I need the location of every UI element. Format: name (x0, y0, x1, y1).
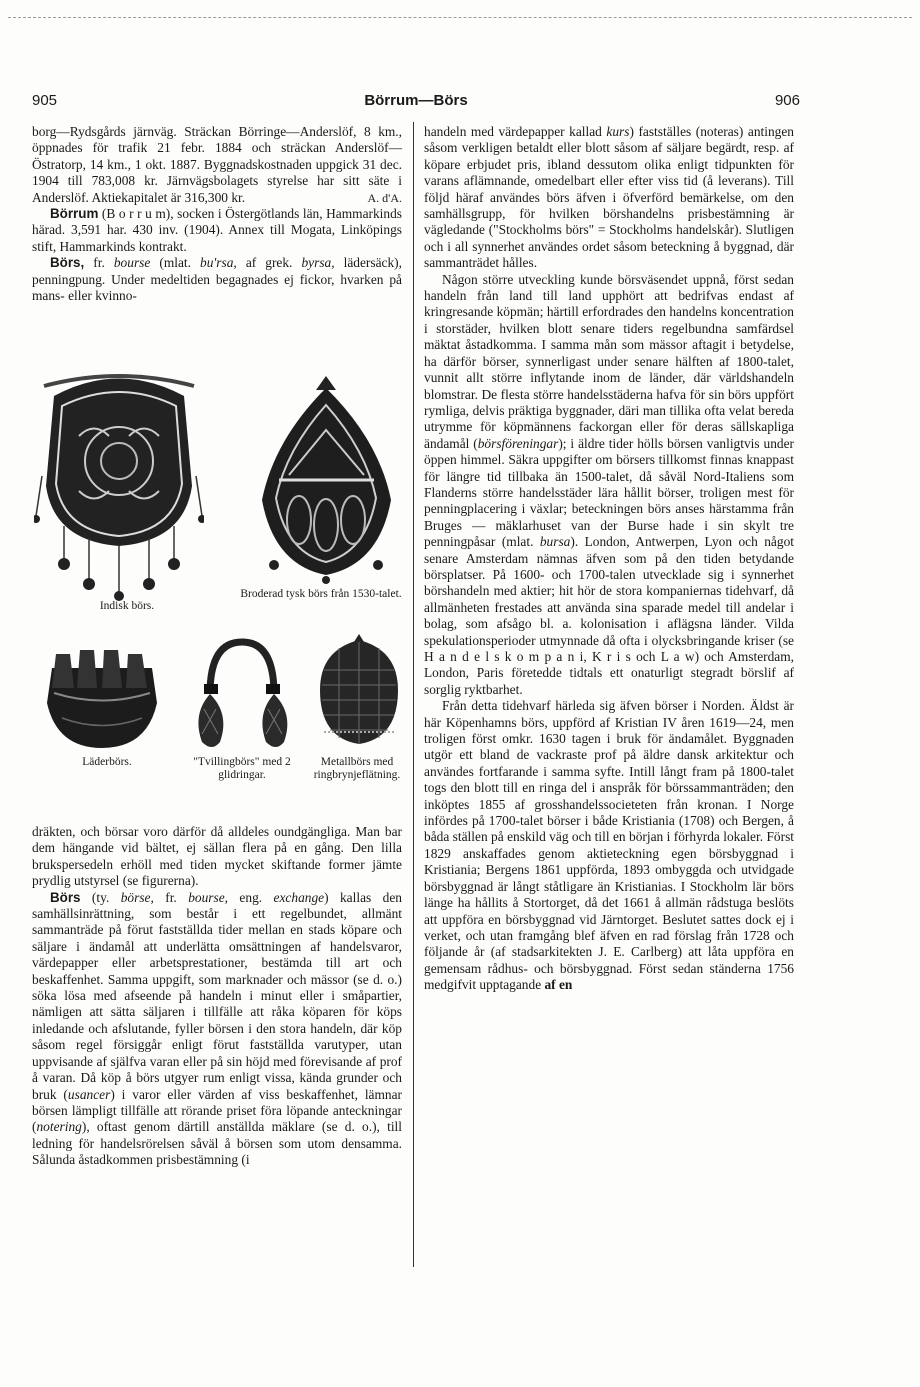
text-fragment: eng. (228, 889, 274, 905)
term-bourse-2: bourse, (188, 889, 229, 905)
running-title: Börrum—Börs (364, 92, 468, 109)
text-fragment: Någon större utveckling kunde börsväsendet uppnå, först sedan handeln från land till land upphört att bedrifvas endast af kringresande köpmän; härtill erfordrades den handelns koncentration i storstäder, hvilken blott senare tiders regelbundna samfärdsel mäktat åstadkomma. I samma mån som mässor aftagit i betydelse, ha därför börser, synnerligast under senare hälften af 1800-talet, vunnit allt större inflytande inom de länder, där världshandeln blomstrar. De flesta större handelsstäderna hafva för sin börs uppfört rymliga, delvis präktiga byggnader, däri man tillika ofta velat bereda utrymme för köpmännens fackorgan eller för deras sällskapliga ändamål ( (424, 271, 794, 451)
figure-german-purse (254, 370, 399, 585)
figure-metal-purse (314, 630, 404, 750)
term-borse: börse, (120, 889, 154, 905)
term-bursa: bu'rsa, (200, 255, 237, 271)
railway-text: borg—Rydsgårds järnväg. Sträckan Börringe—Anderslöf, 8 km., öppnades för trafik 21 febr. 1884 och sträckan Anderslöf—Östratorp, 14 km., 1 okt. 1887. Byggnadskostnaden uppgick 31 dec. 1904 till 783,008 kr. Järnvägsbolagets styrelse har sitt säte i Anderslöf. Aktiekapitalet är 316,300 kr. (32, 124, 402, 205)
paragraph-price-noting (424, 124, 794, 272)
text-fragment: ), oftast genom därtill anställda mäklare (se d. o.), till ledning för handelsrörelsen såväl å börsen som utom densamma. Sålunda åstadkommen prisbestämning (i (32, 1119, 402, 1168)
paragraph-history (424, 272, 794, 699)
figure-leather-purse (42, 648, 162, 753)
text-fragment: ); i äldre tider hölls börsen vanligtvis under öppen himmel. Säkra uppgifter om börsers tillkomst finnas knappast för längre tid tillbaka än 1500-talet, då såväl Nord-Italiens som Flanderns större handelsstäder lära hållit börser, troligen mest för penningplacering i växlar; beteckningen börs anses härstamma från Bruges — mäklarhuset van der Burse hade i sin skylt tre penningpåsar (mlat. (424, 435, 794, 550)
twin-purse-illustration (182, 634, 302, 754)
term-byrsa: byrsa, (301, 255, 335, 271)
term-bourse: bourse (113, 255, 151, 271)
bold-fragment: af en (544, 977, 573, 993)
german-purse-illustration (254, 370, 399, 585)
purse-figures (32, 362, 404, 817)
entry-borrum (32, 206, 402, 255)
entry-bors-exchange (32, 890, 402, 1169)
figure-indian-purse (34, 366, 204, 601)
text-fragment: ) kallas den samhällsinrättning, som består i ett regelbundet, allmänt sammanträde på förut fastställda tider mellan en stads köpare och säljare i ändamål att underlätta omsättningen af handelsvaror, värdepapper eller arbetsprestationer, bestämda till art och beskaffenhet. Samma uppgift, som marknader och mässor (se d. o.) söka lösa med afseende på handeln i minut eller i småpartier, nämligen att sätta säljaren i tillfälle att råka köparen för köps inledande och afslutande, fyller börsen i den stora handeln, där köp såsom regel försiggår enligt förut fastställda varutyper, utan uppvisande af själfva varan eller på sin höjd med förevisande af prof å varan. Då köp å börs utgyer rum enligt vissa, kända grunder och bruk ( (32, 889, 402, 1102)
text-fragment: lädersäck), penningpung. Under medeltiden begagnades ej fickor, hvarken på mans- eller kvinno- (32, 255, 402, 304)
text-fragment: (ty. (80, 889, 121, 905)
right-column (424, 124, 794, 994)
caption-leather: Läderbörs. (82, 756, 132, 768)
text-fragment: ) i varor eller värden af viss beskaffenhet, lämnar börsen lämpligt tillfälle att rörande priset föra löpande anteckningar ( (32, 1086, 402, 1135)
term-kurs: kurs (606, 124, 630, 139)
caption-indian: Indisk börs. (99, 600, 155, 612)
headword-bors-1: Börs, (50, 255, 85, 271)
text-fragment: Från detta tidehvarf härleda sig äfven börser i Norden. Äldst är här Köpenhamns börs, uppförd af Kristian IV åren 1619—24, men troligen först omkr. 1630 tagen i bruk för ändamålet. Byggnaden utgör ett bland de vackraste prof på äldre dansk arkitektur och användes fortfarande i samma syfte. Intill långt fram på 1800-talet togs den blott till en ringa del i anspråk för börssammanträden; den inköptes 1855 af grosshandelssocieteten från kronan. I Norge infördes på 1700-talet börser i både Kristiania (1708) och Bergen, å båda ställen på enskild väg och till en början i förhyrda lokaler. Först 1829 anskaffades genom aktieteckning egen börsbyggnad i Kristiania; Bergens 1861 uppförda, 1893 ombyggda och utvidgade börsbyggnad är långt ståtligare än Kristianias. I Stockholm lär börs länge ha hållits å Stortorget, då det 1661 å allmän rådstuga beslöts att uppföra en börsbyggnad vid Järntorget. Beslutet sattes dock ej i verket, och utan framgång blef äfven en rad förslag från 1728 och följande år (af stadsarkitekten J. E. Carlberg) att låta uppföra en gemensam rådhus- och börsbyggnad. Först sedan ständerna 1756 medgifvit upptagande (424, 698, 794, 993)
column-divider (413, 122, 414, 1267)
left-column-top (32, 124, 402, 304)
paragraph-purse-dress: dräkten, och börsar voro därför då alldeles oundgängliga. Man bar dem hängande vid bältet, ej sällan flera på en gång. Den lilla brukspersedeln erhöll med tiden mycket skiftande former jämte prydlig utstyrsel (se figurerna). (32, 824, 402, 889)
indian-purse-illustration (34, 366, 204, 601)
scan-edge-line (8, 17, 912, 18)
page-number-right: 906 (774, 92, 800, 109)
headword-borrum: Börrum (50, 206, 99, 222)
entry-bors-purse (32, 255, 402, 304)
text-fragment: ) fastställes (noteras) antingen såsom verkligen betaldt eller blott såsom af säljare begärdt, resp. af köpare erbjudet pris, ibland dessutom olika enligt tidpunkten för varans aflämnande, omedelbart eller efter viss tid (å leverans). Till följd häraf användes börs äfven i öfverförd bemärkelse, om den samhällsgrupp, för hvilken börshandelns prisbestämning är vägledande ("Stockholms börs" = Stockholms handelskår). Slutligen och i all synnerhet användes ordet såsom beteckning å byggnad, där sammanträdet hålles. (424, 124, 794, 271)
page-number-left: 905 (32, 92, 58, 109)
paragraph-railway (32, 124, 402, 206)
caption-german: Broderad tysk börs från 1530-talet. (240, 588, 402, 600)
term-bursa-2: bursa (539, 534, 571, 550)
text-fragment: ). London, Antwerpen, Lyon och något senare Amsterdam nämnas äfven som på den tiden betydande börsplatser. På 1600- och 1700-talen utvecklade sig i synnerhet börshandeln med aktier; hit hör de stora kompaniernas tidehvarf, då allmänheten frestades att använda sina sparade medel till andelar i bolag, som afsågo bl. a. kolonisation i aflägsna länder. Vilda spekulationsperioder utmynnade då ofta i olycksbringande kriser (se H a n d e l s k o m p a n i, K r i s och L a w) och Amsterdam, London, Paris företedde tidtals ett onaturligt stegradt börslif af sorglig ryktbarhet. (424, 534, 794, 697)
caption-metal: Metallbörs med ringbrynjeflätning. (313, 756, 401, 781)
text-fragment: af grek. (236, 255, 302, 271)
text-fragment: fr. (153, 889, 189, 905)
text-fragment: fr. (84, 255, 114, 271)
term-exchange: exchange (273, 889, 325, 905)
left-column-bottom (32, 824, 402, 1169)
borrum-text: (B o r r u m), socken i Östergötlands län, Hammarkinds härad. 3,591 har. 430 inv. (1904). Annex till Mogata, Linköpings stift, Hammarkinds kontrakt. (32, 206, 402, 254)
author-signature: A. d'A. (367, 190, 402, 205)
term-notering: notering (36, 1119, 82, 1135)
metal-purse-illustration (314, 630, 404, 750)
figure-twin-purse (182, 634, 302, 754)
caption-twin: "Tvillingbörs" med 2 glidringar. (193, 756, 291, 781)
headword-bors-2: Börs (50, 889, 81, 905)
term-borsforeningar: börsföreningar (477, 435, 559, 451)
leather-purse-illustration (42, 648, 162, 753)
text-fragment: handeln med värdepapper kallad (424, 124, 607, 139)
text-fragment: (mlat. (150, 255, 201, 271)
paragraph-nordic (424, 698, 794, 993)
term-usancer: usancer (67, 1086, 111, 1102)
page-header (32, 92, 800, 118)
